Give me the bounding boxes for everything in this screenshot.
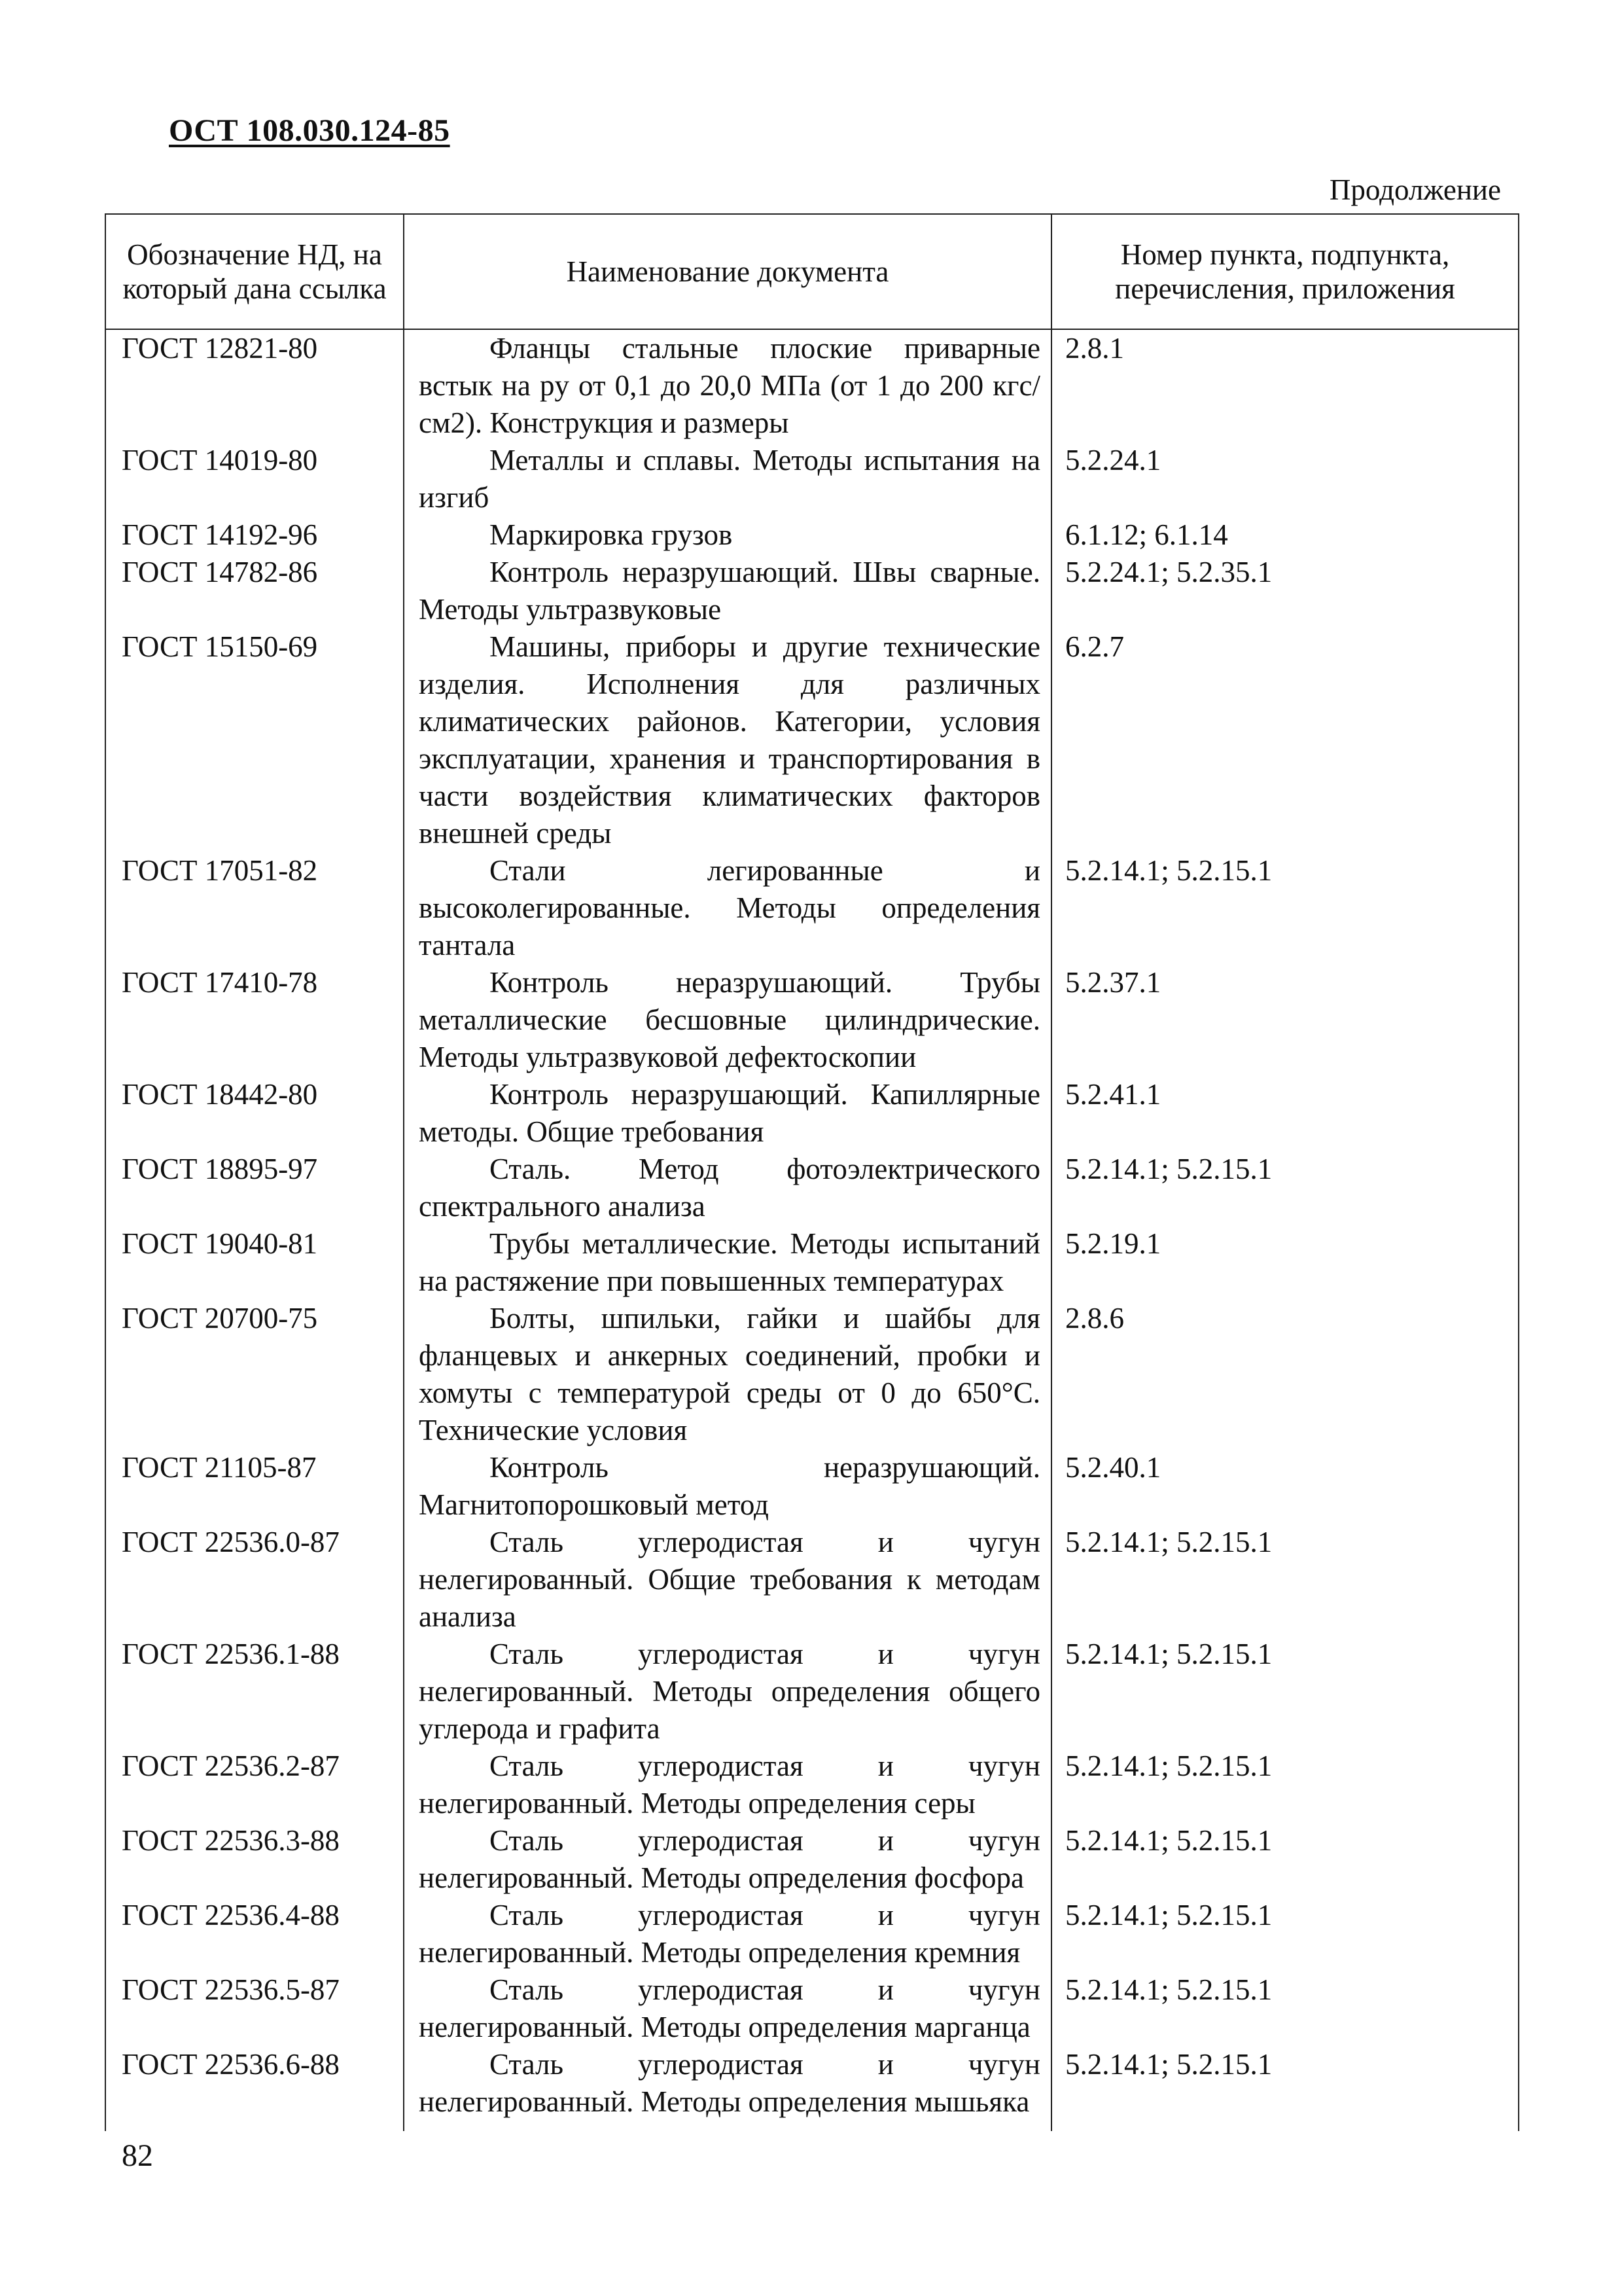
table-row: [105, 1897, 1519, 1971]
reference-cell: ГОСТ 12821-80: [105, 329, 404, 442]
reference-cell: ГОСТ 14019-80: [105, 442, 404, 516]
reference-cell: ГОСТ 19040-81: [105, 1225, 404, 1300]
table-row: [105, 554, 1519, 628]
table-row: [105, 516, 1519, 554]
document-name-cell: Контроль неразрушающий. Швы сварные. Методы ультразвуковые: [404, 554, 1051, 628]
document-code: ОСТ 108.030.124-85: [169, 113, 450, 148]
table-row: [105, 1225, 1519, 1300]
clause-cell: 5.2.40.1: [1051, 1449, 1519, 1524]
reference-cell: ГОСТ 15150-69: [105, 628, 404, 852]
table-header: [105, 214, 1519, 329]
document-name-cell: Фланцы стальные плоские приварные встык на py от 0,1 до 20,0 МПа (от 1 до 200 кгс/см2). Конструкция и размеры: [404, 329, 1051, 442]
table-row: [105, 2046, 1519, 2131]
reference-cell: ГОСТ 18895-97: [105, 1151, 404, 1225]
document-name-cell: Стали легированные и высоколегированные. Методы определения тантала: [404, 852, 1051, 964]
column-header-document-name: Наименование документа: [404, 214, 1051, 329]
table-row: [105, 1524, 1519, 1636]
document-name-cell: Сталь углеродистая и чугун нелегированный. Методы определения кремния: [404, 1897, 1051, 1971]
table-row: [105, 1300, 1519, 1449]
clause-cell: 5.2.14.1; 5.2.15.1: [1051, 1971, 1519, 2046]
table-row: [105, 628, 1519, 852]
table-row: [105, 1748, 1519, 1822]
reference-cell: ГОСТ 22536.6-88: [105, 2046, 404, 2131]
document-name-cell: Сталь углеродистая и чугун нелегированный. Общие требования к методам анализа: [404, 1524, 1051, 1636]
clause-cell: 5.2.14.1; 5.2.15.1: [1051, 1636, 1519, 1748]
reference-cell: ГОСТ 22536.2-87: [105, 1748, 404, 1822]
table-row: [105, 329, 1519, 442]
table-row: [105, 1449, 1519, 1524]
column-header-reference: Обозначение НД, на который дана ссылка: [105, 214, 404, 329]
document-name-cell: Сталь углеродистая и чугун нелегированный. Методы определения общего углерода и графита: [404, 1636, 1051, 1748]
references-table: [105, 213, 1519, 2131]
document-name-cell: Сталь. Метод фотоэлектрического спектрального анализа: [404, 1151, 1051, 1225]
document-name-cell: Контроль неразрушающий. Трубы металлические бесшовные цилиндрические. Методы ультразвуковой дефектоскопии: [404, 964, 1051, 1076]
clause-cell: 5.2.14.1; 5.2.15.1: [1051, 1748, 1519, 1822]
clause-cell: 5.2.24.1: [1051, 442, 1519, 516]
reference-cell: ГОСТ 22536.0-87: [105, 1524, 404, 1636]
document-name-cell: Сталь углеродистая и чугун нелегированный. Методы определения фосфора: [404, 1822, 1051, 1897]
table-row: [105, 1822, 1519, 1897]
clause-cell: 5.2.14.1; 5.2.15.1: [1051, 1524, 1519, 1636]
page-number: 82: [122, 2138, 153, 2173]
reference-cell: ГОСТ 21105-87: [105, 1449, 404, 1524]
document-name-cell: Трубы металлические. Методы испытаний на растяжение при повышенных температурах: [404, 1225, 1051, 1300]
document-name-cell: Сталь углеродистая и чугун нелегированный. Методы определения серы: [404, 1748, 1051, 1822]
reference-cell: ГОСТ 22536.3-88: [105, 1822, 404, 1897]
reference-cell: ГОСТ 22536.1-88: [105, 1636, 404, 1748]
document-name-cell: Маркировка грузов: [404, 516, 1051, 554]
clause-cell: 5.2.14.1; 5.2.15.1: [1051, 2046, 1519, 2131]
clause-cell: 5.2.37.1: [1051, 964, 1519, 1076]
table-row: [105, 1636, 1519, 1748]
clause-cell: 5.2.14.1; 5.2.15.1: [1051, 852, 1519, 964]
clause-cell: 2.8.6: [1051, 1300, 1519, 1449]
document-name-cell: Машины, приборы и другие технические изделия. Исполнения для различных климатических районов. Категории, условия эксплуатации, хранения и транспортирования в части воздействия климатических факторов внешней среды: [404, 628, 1051, 852]
clause-cell: 2.8.1: [1051, 329, 1519, 442]
reference-cell: ГОСТ 14192-96: [105, 516, 404, 554]
document-name-cell: Сталь углеродистая и чугун нелегированный. Методы определения марганца: [404, 1971, 1051, 2046]
clause-cell: 5.2.41.1: [1051, 1076, 1519, 1151]
reference-cell: ГОСТ 18442-80: [105, 1076, 404, 1151]
continuation-label: Продолжение: [1329, 173, 1501, 206]
table-row: [105, 1076, 1519, 1151]
document-name-cell: Контроль неразрушающий. Капиллярные методы. Общие требования: [404, 1076, 1051, 1151]
table-row: [105, 442, 1519, 516]
reference-cell: ГОСТ 17410-78: [105, 964, 404, 1076]
reference-cell: ГОСТ 22536.4-88: [105, 1897, 404, 1971]
reference-cell: ГОСТ 22536.5-87: [105, 1971, 404, 2046]
column-header-clause: Номер пункта, подпункта, перечисления, приложения: [1051, 214, 1519, 329]
clause-cell: 5.2.14.1; 5.2.15.1: [1051, 1897, 1519, 1971]
clause-cell: 6.2.7: [1051, 628, 1519, 852]
table-row: [105, 852, 1519, 964]
clause-cell: 6.1.12; 6.1.14: [1051, 516, 1519, 554]
table-row: [105, 964, 1519, 1076]
document-name-cell: Металлы и сплавы. Методы испытания на изгиб: [404, 442, 1051, 516]
document-name-cell: Болты, шпильки, гайки и шайбы для фланцевых и анкерных соединений, пробки и хомуты с температурой среды от 0 до 650°С. Технические условия: [404, 1300, 1051, 1449]
reference-cell: ГОСТ 14782-86: [105, 554, 404, 628]
clause-cell: 5.2.24.1; 5.2.35.1: [1051, 554, 1519, 628]
table-row: [105, 1971, 1519, 2046]
document-name-cell: Контроль неразрушающий. Магнитопорошковый метод: [404, 1449, 1051, 1524]
clause-cell: 5.2.14.1; 5.2.15.1: [1051, 1822, 1519, 1897]
clause-cell: 5.2.19.1: [1051, 1225, 1519, 1300]
reference-cell: ГОСТ 17051-82: [105, 852, 404, 964]
document-name-cell: Сталь углеродистая и чугун нелегированный. Методы определения мышьяка: [404, 2046, 1051, 2131]
clause-cell: 5.2.14.1; 5.2.15.1: [1051, 1151, 1519, 1225]
table-body: [105, 329, 1519, 2131]
reference-cell: ГОСТ 20700-75: [105, 1300, 404, 1449]
table-row: [105, 1151, 1519, 1225]
